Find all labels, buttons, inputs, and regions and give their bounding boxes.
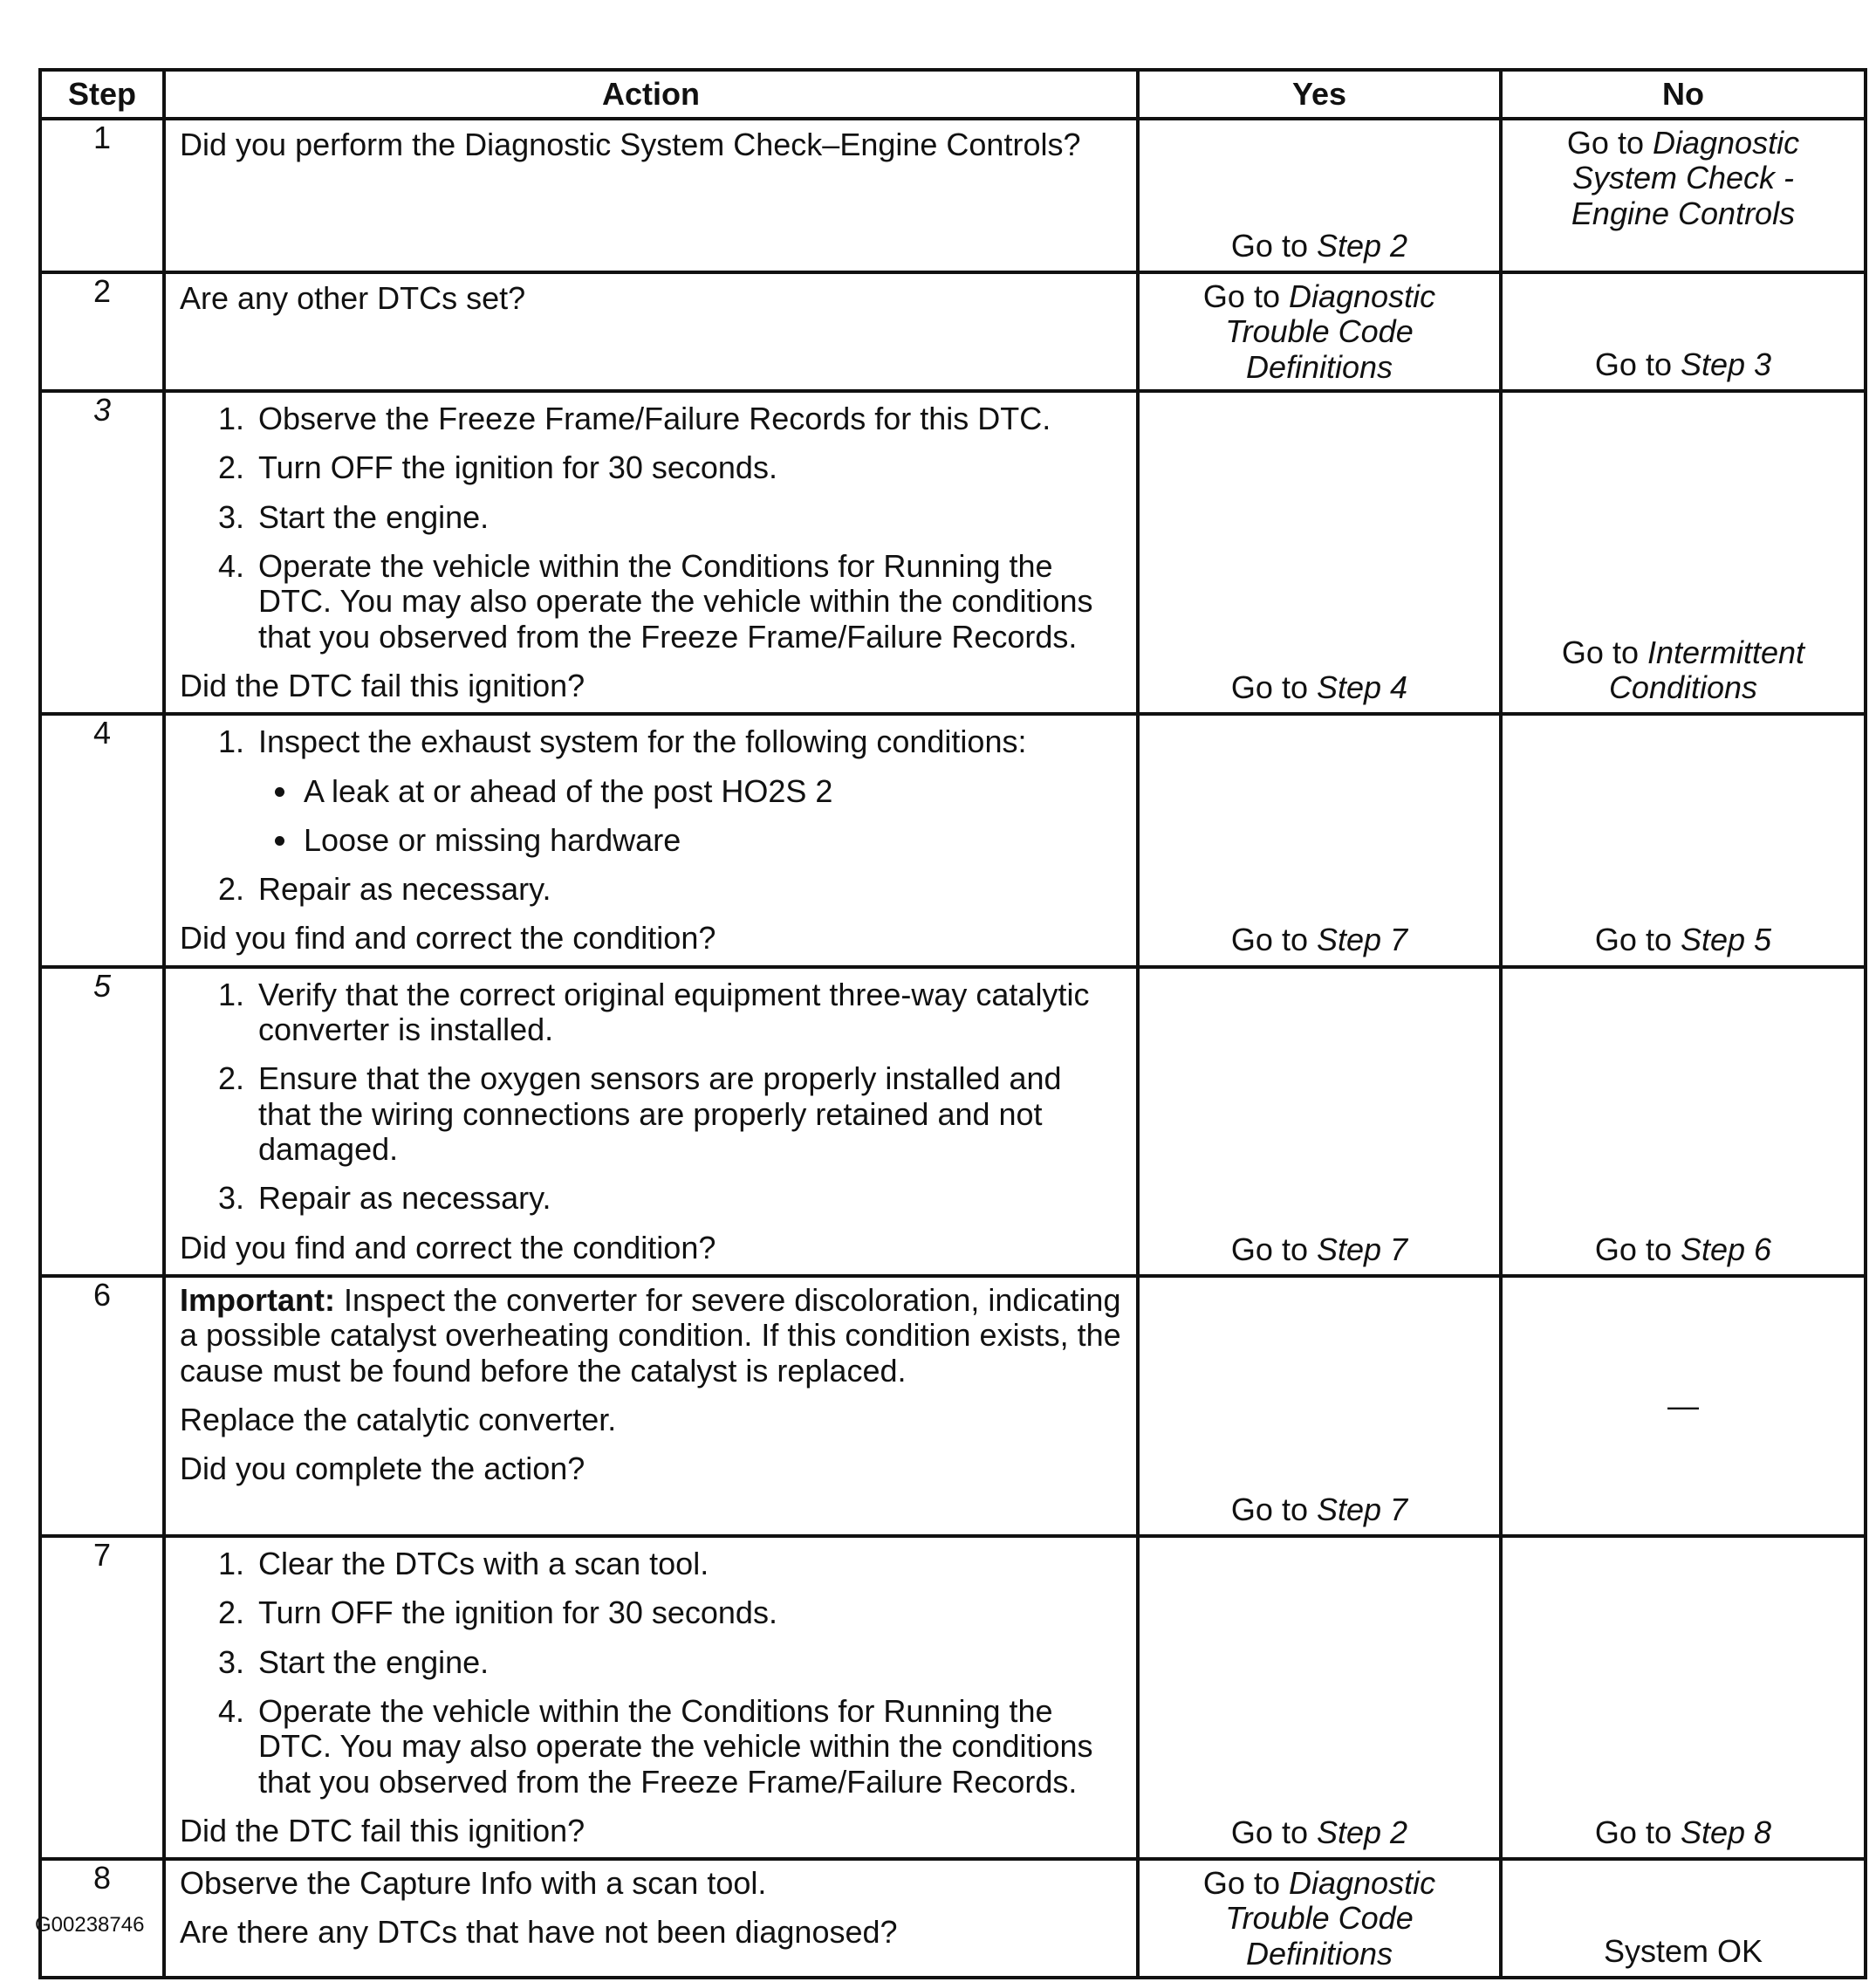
no-result: Go to Step 8 <box>1594 1814 1772 1850</box>
procedure-list <box>180 977 1122 1217</box>
yes-cell <box>1138 391 1501 714</box>
list-item: 3. Start the engine. <box>253 500 1122 535</box>
no-cell <box>1501 967 1866 1276</box>
step-number: 3 <box>40 391 164 714</box>
no-cell <box>1501 1276 1866 1536</box>
no-result: Go to Diagnostic System Check - Engine Controls <box>1566 125 1800 231</box>
action-cell <box>164 119 1138 272</box>
list-item: 2. Repair as necessary. <box>253 872 1122 907</box>
action-question: Did you complete the action? <box>180 1450 585 1487</box>
action-instruction: Observe the Capture Info with a scan tool. <box>180 1865 767 1902</box>
yes-cell <box>1138 1536 1501 1859</box>
step-number: 8 <box>40 1859 164 1978</box>
table-row <box>40 714 1866 967</box>
no-result: Go to Step 6 <box>1594 1231 1772 1267</box>
bullet-item: • A leak at or ahead of the post HO2S 2 <box>300 774 1122 809</box>
action-cell <box>164 1536 1138 1859</box>
list-item: 2. Ensure that the oxygen sensors are properly installed and that the wiring connections are properly retained and not damaged. <box>253 1061 1122 1167</box>
table-row <box>40 1859 1866 1978</box>
step-number: 5 <box>40 967 164 1276</box>
action-question: Did the DTC fail this ignition? <box>180 1812 585 1848</box>
no-result: Go to Step 3 <box>1594 346 1772 382</box>
important-label: Important: <box>180 1281 335 1318</box>
header-no: No <box>1501 70 1866 119</box>
table-row <box>40 1536 1866 1859</box>
table-row <box>40 119 1866 272</box>
step-number: 4 <box>40 714 164 967</box>
yes-result: Go to Step 7 <box>1230 1491 1408 1527</box>
step-number: 1 <box>40 119 164 272</box>
no-cell <box>1501 391 1866 714</box>
no-cell <box>1501 1859 1866 1978</box>
step-number: 2 <box>40 272 164 391</box>
yes-result: Go to Step 2 <box>1230 1814 1408 1850</box>
yes-result: Go to Step 7 <box>1230 922 1408 958</box>
action-question: Are there any DTCs that have not been diagnosed? <box>180 1914 898 1951</box>
action-question: Did you find and correct the condition? <box>180 920 716 957</box>
list-item: 1. Verify that the correct original equipment three-way catalytic converter is installed. <box>253 977 1122 1048</box>
list-item: 3. Repair as necessary. <box>253 1181 1122 1216</box>
list-item: 3. Start the engine. <box>253 1645 1122 1680</box>
bullet-list <box>258 774 1122 859</box>
no-result: System OK <box>1603 1932 1763 1969</box>
no-cell <box>1501 272 1866 391</box>
step-number: 6 <box>40 1276 164 1536</box>
action-question: Did the DTC fail this ignition? <box>180 667 585 703</box>
diagnostic-table <box>38 68 1867 1979</box>
yes-cell <box>1138 272 1501 391</box>
list-item: 4. Operate the vehicle within the Conditions for Running the DTC. You may also operate the vehicle within the conditions that you observed from the Freeze Frame/Failure Records. <box>253 1694 1122 1800</box>
table-row <box>40 967 1866 1276</box>
header-step: Step <box>40 70 164 119</box>
no-cell <box>1501 714 1866 967</box>
action-instruction: Replace the catalytic converter. <box>180 1401 617 1437</box>
yes-cell <box>1138 714 1501 967</box>
no-cell <box>1501 119 1866 272</box>
header-row <box>40 70 1866 119</box>
action-cell <box>164 1276 1138 1536</box>
action-question: Did you perform the Diagnostic System Check–Engine Controls? <box>180 127 1081 162</box>
yes-result: Go to Step 2 <box>1230 227 1408 264</box>
figure-id: G00238746 <box>35 1913 145 1937</box>
bullet-item: • Loose or missing hardware <box>300 823 1122 858</box>
header-yes: Yes <box>1138 70 1501 119</box>
important-note: Important: Inspect the converter for severe discoloration, indicating a possible catalyst overheating condition. If this condition exists, the cause must be found before the catalyst is replaced. <box>180 1281 1121 1389</box>
action-question: Are any other DTCs set? <box>180 280 526 316</box>
action-cell <box>164 714 1138 967</box>
list-item: 2. Turn OFF the ignition for 30 seconds. <box>253 450 1122 485</box>
yes-cell <box>1138 1859 1501 1978</box>
list-item: 2. Turn OFF the ignition for 30 seconds. <box>253 1595 1122 1630</box>
list-item: 4. Operate the vehicle within the Conditions for Running the DTC. You may also operate the vehicle within the conditions that you observed from the Freeze Frame/Failure Records. <box>253 549 1122 655</box>
table-row <box>40 272 1866 391</box>
action-cell <box>164 391 1138 714</box>
procedure-list <box>180 1547 1122 1800</box>
list-item: 1. Clear the DTCs with a scan tool. <box>253 1547 1122 1581</box>
yes-cell <box>1138 119 1501 272</box>
list-item: 1. Inspect the exhaust system for the following conditions: • A leak at or ahead of the post HO2S 2 • Loose or missing hardware <box>253 724 1122 858</box>
yes-cell <box>1138 1276 1501 1536</box>
step-number: 7 <box>40 1536 164 1859</box>
yes-result: Go to Diagnostic Trouble Code Definitions <box>1202 278 1436 385</box>
yes-cell <box>1138 967 1501 1276</box>
action-cell <box>164 272 1138 391</box>
procedure-list <box>180 401 1122 655</box>
header-action: Action <box>164 70 1138 119</box>
yes-result: Go to Diagnostic Trouble Code Definitions <box>1202 1865 1436 1972</box>
no-result: — <box>1667 1387 1699 1423</box>
action-question: Did you find and correct the condition? <box>180 1229 716 1265</box>
no-cell <box>1501 1536 1866 1859</box>
action-cell <box>164 1859 1138 1978</box>
no-result: Go to Intermittent Conditions <box>1561 634 1805 705</box>
yes-result: Go to Step 4 <box>1230 669 1408 705</box>
no-result: Go to Step 5 <box>1594 922 1772 958</box>
yes-result: Go to Step 7 <box>1230 1231 1408 1267</box>
table-row <box>40 391 1866 714</box>
list-item: 1. Observe the Freeze Frame/Failure Records for this DTC. <box>253 401 1122 436</box>
procedure-list <box>180 724 1122 907</box>
table-row <box>40 1276 1866 1536</box>
action-cell <box>164 967 1138 1276</box>
